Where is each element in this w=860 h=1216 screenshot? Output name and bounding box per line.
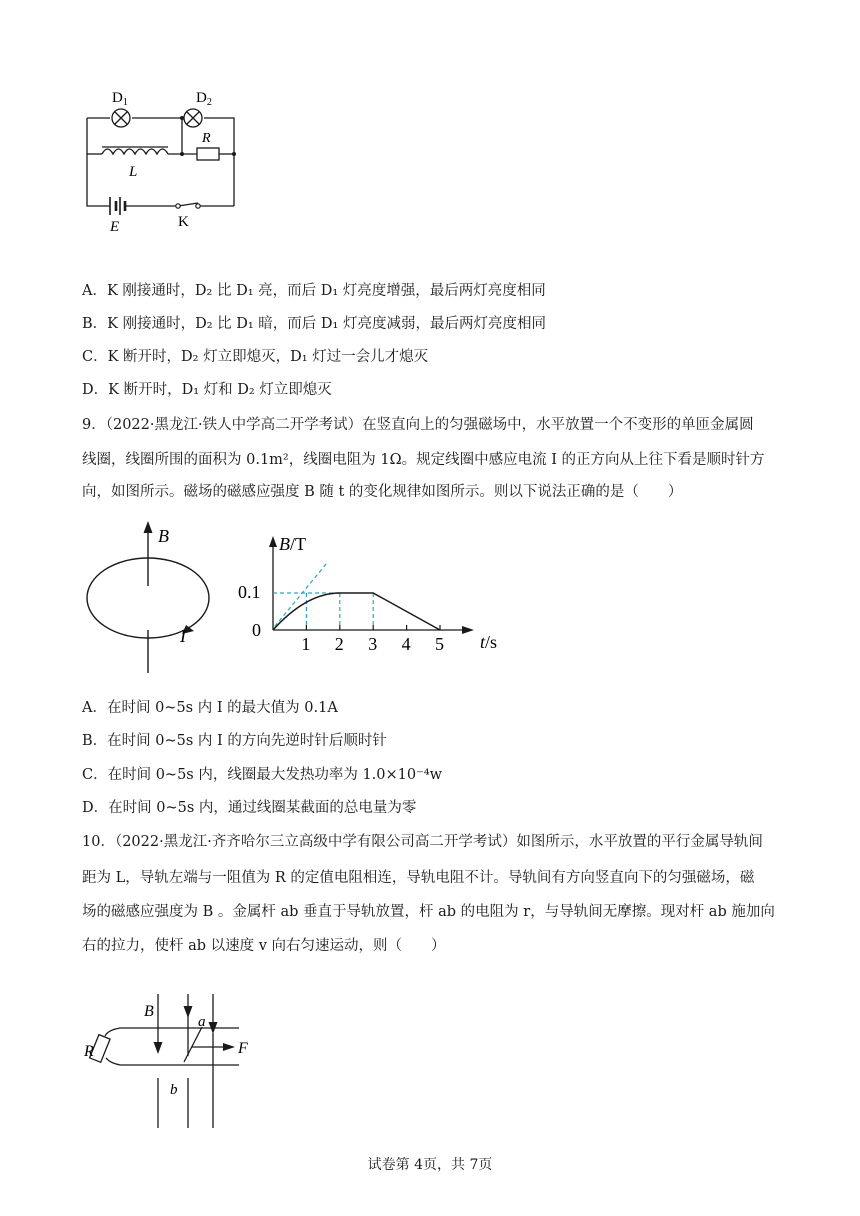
label-r: R (202, 131, 211, 146)
label-b: B (144, 1003, 154, 1020)
x-axis-label: t/s (480, 632, 498, 652)
q8-option-d: D．K 断开时，D₁ 灯和 D₂ 灯立即熄灭 (82, 382, 332, 398)
tangent-line (275, 562, 328, 627)
q8-option-c: C．K 断开时，D₂ 灯立即熄灭，D₁ 灯过一会儿才熄灭 (82, 349, 429, 365)
q9-stem-line-1: 9．（2022·黑龙江·铁人中学高二开学考试）在竖直向上的匀强磁场中，水平放置一个不变形的单匝金属圆 (82, 417, 754, 433)
label-d1: $D_1$ (112, 90, 128, 108)
force-arrow-icon (223, 1043, 235, 1051)
origin-label: 0 (252, 620, 261, 640)
x-tick-label: 3 (368, 634, 378, 654)
q9-option-a: A．在时间 0~5s 内 I 的最大值为 0.1A (82, 700, 338, 716)
q9-option-c: C．在时间 0~5s 内，线圈最大发热功率为 1.0×10⁻⁴w (82, 767, 442, 783)
y-axis-arrow-icon (269, 536, 277, 547)
circuit-diagram (80, 84, 250, 240)
x-axis-arrow-icon (462, 626, 474, 634)
q10-stem-line-3: 场的磁感应强度为 B 。金属杆 ab 垂直于导轨放置，杆 ab 的电阻为 r，与导轨间无摩擦。现对杆 ab 施加向 (82, 904, 775, 920)
label-r: R (84, 1043, 94, 1060)
q10-stem-line-4: 右的拉力，使杆 ab 以速度 v 向右匀速运动，则（ ） (82, 938, 446, 954)
page-footer: 试卷第 4页，共 7页 (367, 1157, 493, 1173)
label-i: I (180, 626, 186, 646)
label-a: a (198, 1014, 206, 1030)
q10-stem-line-1: 10．（2022·黑龙江·齐齐哈尔三立高级中学有限公司高二开学考试）如图所示，水平放置的平行金属导轨间 (82, 834, 763, 850)
q10-stem-line-2: 距为 L，导轨左端与一阻值为 R 的定值电阻相连，导轨电阻不计。导轨间有方向竖直向下的匀强磁场，磁 (82, 870, 755, 886)
label-l: L (129, 164, 138, 180)
b-t-chart (234, 530, 504, 660)
field-arrow-icon (184, 1006, 193, 1018)
q8-option-a: A．K 刚接通时，D₂ 比 D₁ 亮，而后 D₁ 灯亮度增强，最后两灯亮度相同 (82, 283, 546, 299)
label-k: K (178, 214, 189, 230)
q9-stem-line-3: 向，如图所示。磁场的磁感应强度 B 随 t 的变化规律如图所示。则以下说法正确的是（ ） (82, 484, 683, 500)
label-d2: $D_2$ (196, 90, 212, 108)
x-tick-label: 5 (435, 634, 444, 654)
y-tick-label-0.1: 0.1 (238, 582, 261, 602)
q8-option-b: B．K 刚接通时，D₂ 比 D₁ 暗，而后 D₁ 灯亮度减弱，最后两灯亮度相同 (82, 316, 546, 332)
coil-diagram (82, 518, 222, 678)
q9-option-d: D．在时间 0~5s 内，通过线圈某截面的总电量为零 (82, 800, 417, 816)
field-arrow-icon (154, 1042, 163, 1054)
rails-diagram (82, 990, 262, 1135)
x-tick-label: 2 (334, 634, 344, 654)
q9-stem-line-2: 线圈，线圈所围的面积为 0.1m²，线圈电阻为 1Ω。规定线圈中感应电流 I 的正方向从上往下看是顺时针方 (82, 452, 765, 468)
label-e: E (110, 219, 120, 235)
q9-option-b: B．在时间 0~5s 内 I 的方向先逆时针后顺时针 (82, 733, 387, 749)
x-tick-label: 4 (401, 634, 411, 654)
y-axis-label: B/T (279, 534, 306, 554)
x-tick-label: 1 (301, 634, 311, 654)
label-f: F (238, 1040, 248, 1057)
label-b: B (158, 526, 169, 546)
label-rod-b: b (170, 1082, 178, 1098)
